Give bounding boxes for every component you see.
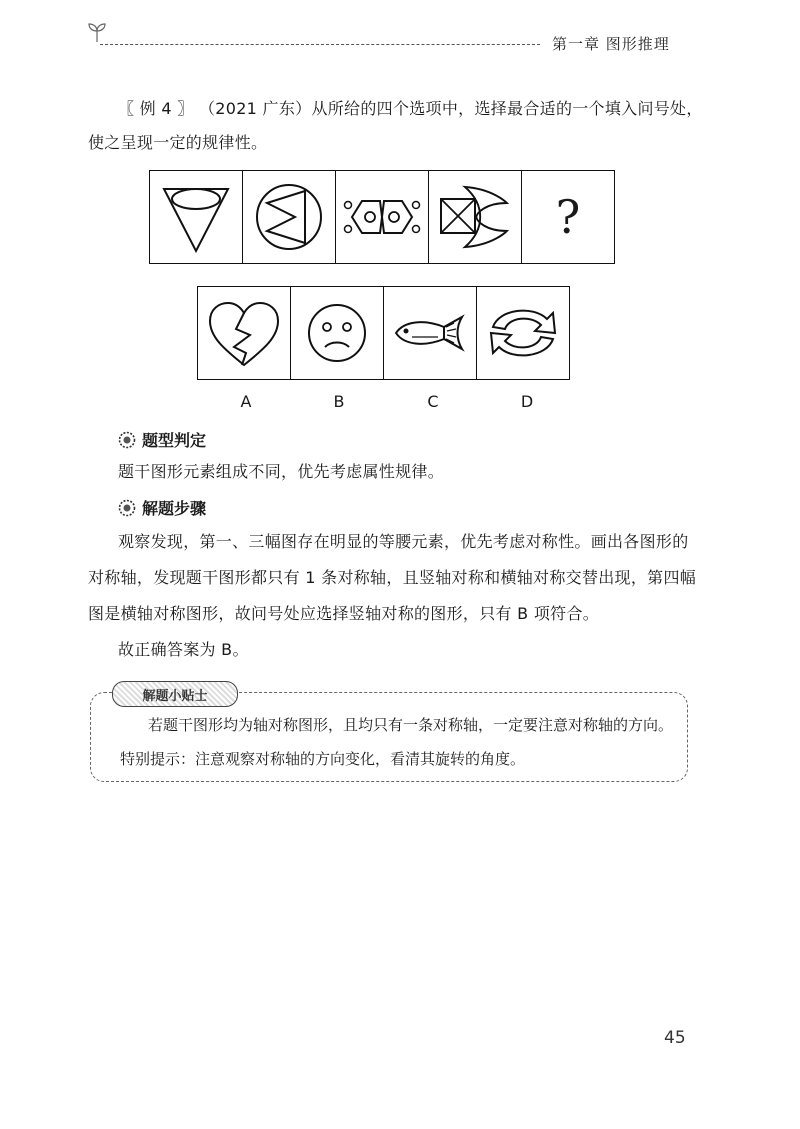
section-solution-steps [118,496,206,519]
section-solution-steps-title: 解题步骤 [142,499,207,518]
question-figure-4 [429,171,522,263]
fish-icon [390,293,470,373]
triangle-ellipse-figure [156,177,236,257]
example-tag: 〖 例 4 〗 [118,99,194,118]
circle-zigzag-figure [249,177,329,257]
tip-line-1: 若题干图形均为轴对称图形，且均只有一条对称轴，一定要注意对称轴的方向。 [148,716,674,734]
question-mark: ? [555,190,581,244]
question-figure-3 [336,171,429,263]
header-divider [100,44,540,45]
option-label-a: A [240,392,252,411]
question-line-1 [118,97,703,121]
question-text-2: 使之呈现一定的规律性。 [88,133,268,152]
rotate-arrows-icon [483,293,563,373]
question-figure-row [149,170,615,264]
option-label-c: C [427,392,439,411]
section-question-type-text: 题干图形元素组成不同，优先考虑属性规律。 [118,462,445,481]
section-question-type [118,428,206,451]
tip-badge: 解题小贴士 [112,681,238,707]
solution-line-1: 观察发现，第一、三幅图存在明显的等腰元素，优先考虑对称性。画出各图形的 [118,532,689,551]
sprout-icon [86,20,108,44]
gear-icon [118,499,136,517]
question-figure-1 [150,171,243,263]
double-hexagon-figure [342,177,422,257]
question-figure-2 [243,171,336,263]
solution-answer: 故正确答案为 B。 [118,640,249,659]
broken-heart-icon [204,293,284,373]
box-crescent-figure [435,177,515,257]
tip-line-2: 特别提示：注意观察对称轴的方向变化，看清其旋转的角度。 [120,750,526,768]
solution-line-3: 图是横轴对称图形，故问号处应选择竖轴对称的图形，只有 B 项符合。 [88,604,600,623]
option-d-figure[interactable] [477,287,569,379]
option-a-figure[interactable] [198,287,291,379]
sad-face-icon [297,293,377,373]
option-b-figure[interactable] [291,287,384,379]
option-c-figure[interactable] [384,287,477,379]
gear-icon [118,431,136,449]
solution-line-2: 对称轴，发现题干图形都只有 1 条对称轴，且竖轴对称和横轴对称交替出现，第四幅 [88,568,697,587]
options-figure-row [197,286,570,380]
section-question-type-title: 题型判定 [142,431,207,450]
question-mark-cell [522,171,614,263]
option-label-d: D [520,392,534,411]
chapter-title: 第一章 图形推理 [552,35,670,53]
question-text-1: （2021 广东）从所给的四个选项中，选择最合适的一个填入问号处， [198,99,703,118]
option-label-b: B [333,392,345,411]
page-number: 45 [664,1028,686,1048]
